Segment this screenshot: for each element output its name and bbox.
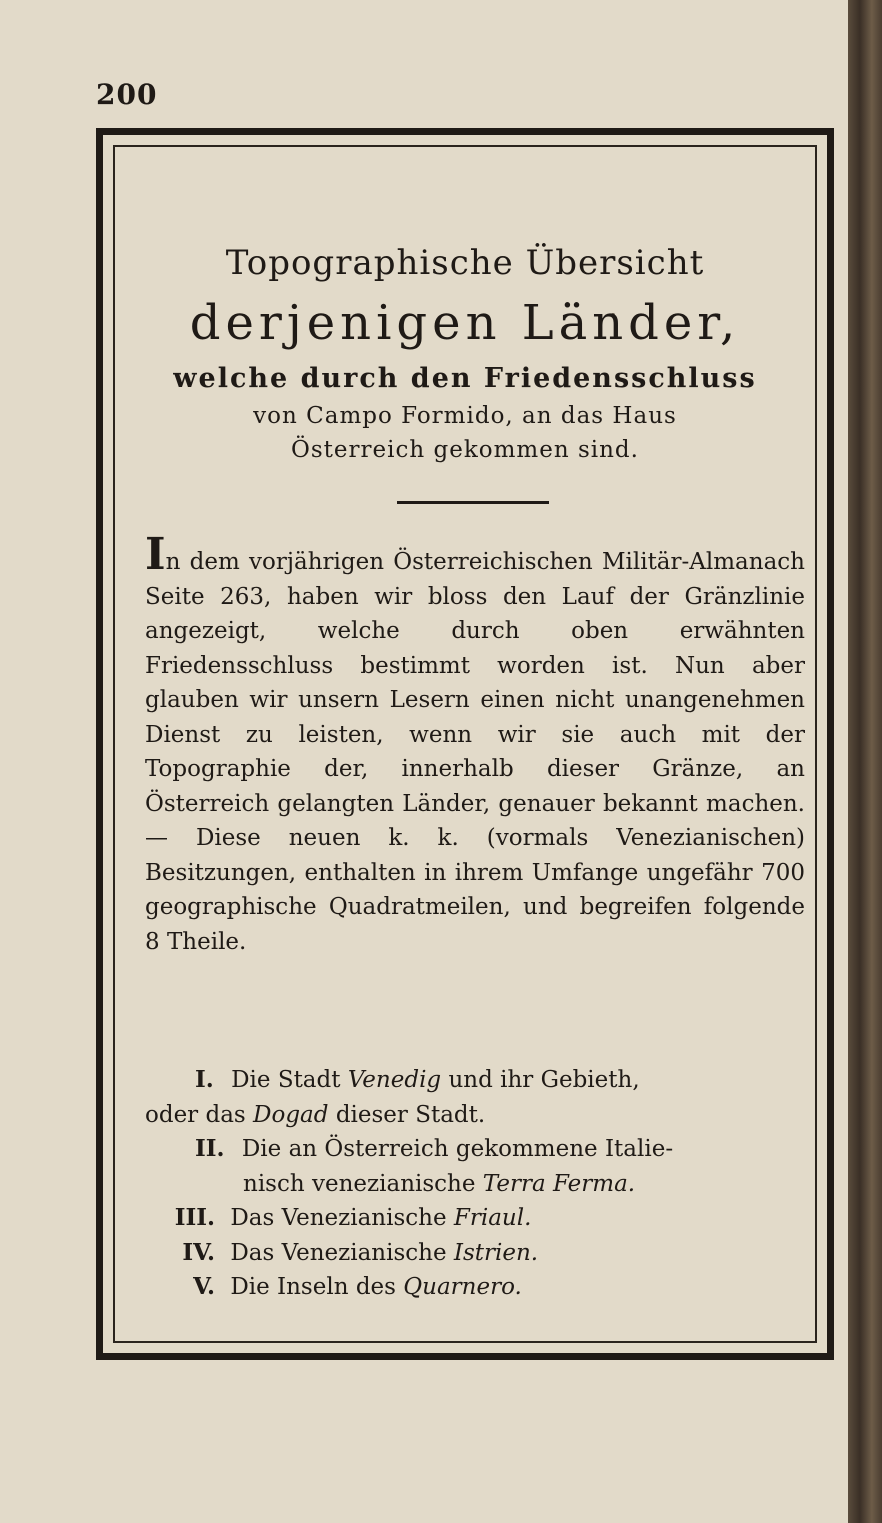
list-item-continuation: [195, 1167, 809, 1202]
list-item-text: Das Venezianische: [230, 1205, 447, 1231]
list-item: [145, 1132, 809, 1201]
heading-line-5: Österreich gekommen sind.: [291, 437, 639, 463]
body-paragraph: [145, 529, 805, 959]
list-item-place: Venedig: [347, 1067, 442, 1093]
list-item: [145, 1270, 809, 1305]
book-spine: [848, 0, 882, 1523]
text-frame: [96, 128, 834, 1360]
list-item-number: IV.: [182, 1238, 215, 1266]
list-item-number: II.: [195, 1135, 225, 1162]
list-item-place: Istrien.: [453, 1239, 539, 1266]
list-item-place: Quarnero.: [403, 1274, 522, 1300]
list-item-text-after: und ihr Gebieth,: [448, 1067, 640, 1093]
page-number: 200: [96, 78, 158, 111]
list-item: [145, 1236, 809, 1271]
list-item: [145, 1063, 809, 1132]
list-item-continuation-text: oder das: [145, 1101, 246, 1128]
heading-line-3: welche durch den Friedensschluss: [173, 363, 757, 394]
list-item: [145, 1201, 809, 1236]
heading-line-2: derjenigen Länder,: [189, 295, 741, 351]
list-item-text: Die Stadt: [231, 1067, 341, 1093]
list-item-continuation-place: Terra Ferma.: [482, 1170, 636, 1197]
list-item-text: Die an Österreich gekommene Italie-: [241, 1136, 674, 1162]
list-item-number: III.: [174, 1204, 215, 1231]
list-item-continuation-after: dieser Stadt.: [335, 1101, 486, 1128]
heading-line-4: von Campo Formido, an das Haus: [253, 403, 677, 429]
list-item-number: I.: [195, 1066, 214, 1093]
list-item-place: Friaul.: [453, 1205, 532, 1231]
body-paragraph-text: n dem vorjährigen Österreichischen Militär-Almanach Seite 263, haben wir bloss den Lauf der Gränzlinie angezeigt, welche durch oben erwähnten Friedensschluss bestimmt worden ist. Nun aber glauben wir unsern Lesern einen nicht unangenehmen Dienst zu leisten, wenn wir sie auch mit der Topographie der, innerhalb dieser Gränze, an Österreich gelangten Länder, genauer bekannt machen. — Diese neuen k. k. (vormals Venezianischen) Besitzungen, enthalten in ihrem Umfange ungefähr 700 geographische Quadratmeilen, und begreifen folgende 8 Theile.: [145, 549, 805, 955]
initial-letter: I: [145, 529, 166, 580]
divider-rule: [397, 501, 549, 504]
list-item-text: Das Venezianische: [230, 1239, 447, 1266]
heading-line-1: Topographische Übersicht: [225, 243, 705, 283]
list-item-text: Die Inseln des: [230, 1274, 396, 1300]
list-item-continuation-text: nisch venezianische: [243, 1170, 476, 1197]
list-item-continuation: [145, 1098, 809, 1133]
list-item-number: V.: [193, 1273, 215, 1300]
territory-list: [145, 1063, 809, 1305]
list-item-continuation-place: Dogad: [253, 1101, 329, 1128]
